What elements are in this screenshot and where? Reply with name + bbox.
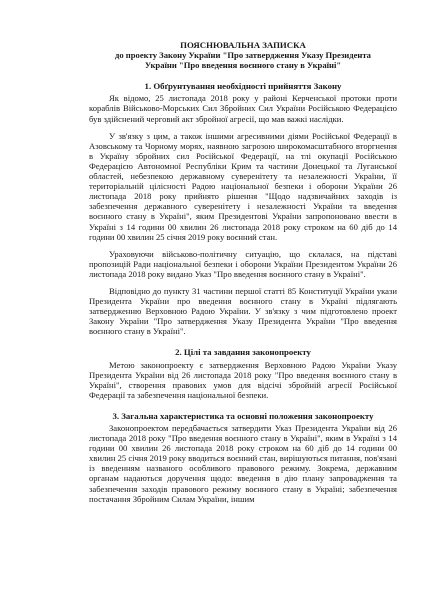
paragraph: У зв'язку з цим, а також іншими агресивними діями Російської Федерації в Азовському та Чорному морях, наявною загрозою широкомасштабного вторгнення в Україну збройних сил Російської Федерації, на тлі окупації Російською Федерацією Автономної Республіки Крим та частини Донецької та Луганської областей, небезпекою державному суверенітету та незалежності України, її територіальній цілісності Радою національної безпеки і оборони України 26 листопада 2018 року прийнято рішення "Щодо надзвичайних заходів із забезпечення державного суверенітету і незалежності України та введення воєнного стану в Україні", яким Президентові України запропоновано ввести в Україні з 14 години 00 хвилин 26 листопада 2018 року строком на 60 діб до 14 години 00 хвилин 25 січня 2019 року воєнний стан. <box>89 130 397 242</box>
title-line-2: до проекту Закону України "Про затвердження Указу Президента <box>115 50 371 61</box>
paragraph: Як відомо, 25 листопада 2018 року у районі Керченської протоки проти кораблів Військово-Морських Сил Збройних Сил України Російською Федерацією був здійснений черговий акт збройної агресії, що мав важкі наслідки. <box>89 93 397 124</box>
paragraph: Ураховуючи військово-політичну ситуацію, що склалася, на підставі пропозицій Ради національної безпеки і оборони України Президентом України 26 листопада 2018 року видано Указ "Про введення воєнного стану в Україні". <box>89 248 397 279</box>
section-3 <box>89 411 397 504</box>
section-1 <box>89 81 397 336</box>
paragraph: Законопроектом передбачається затвердити Указ Президента України від 26 листопада 2018 року "Про введення воєнного стану в Україні", яким в Україні з 14 години 00 хвилин 26 листопада 2018 року строком на 60 діб до 14 години 00 хвилин 25 січня 2019 року вводиться воєнний стан, вирішуються питання, пов'язані із введенням названого особливого правового режиму. Зокрема, державним органам надаються доручення щодо: введення в дію плану запровадження та забезпечення заходів правового режиму воєнного стану в Україні; забезпечення постачання Збройним Силам України, іншим <box>89 423 397 504</box>
section-heading: 1. Обґрунтування необхідності прийняття Закону <box>144 81 342 92</box>
section-heading: 2. Цілі та завдання законопроекту <box>175 347 311 358</box>
paragraph: Відповідно до пункту 31 частини першої статті 85 Конституції України укази Президента України про введення воєнного стану в Україні підлягають затвердженню Верховною Радою України. У зв'язку з чим підготовлено проект Закону України "Про затвердження Указу Президента України "Про введення воєнного стану в Україні". <box>89 285 397 337</box>
title-line-3: України "Про введення воєнного стану в Україні" <box>144 60 342 71</box>
section-2 <box>89 347 397 399</box>
section-heading: 3. Загальна характеристика та основні положення законопроекту <box>112 410 374 421</box>
title-line-1: ПОЯСНЮВАЛЬНА ЗАПИСКА <box>180 40 306 50</box>
document-title <box>89 40 397 70</box>
paragraph: Метою законопроекту є затвердження Верховною Радою України Указу Президента України від 26 листопада 2018 року "Про введення воєнного стану в Україні", створення правових умов для відсічі збройній агресії Російської Федерації та забезпечення національної безпеки. <box>89 359 397 400</box>
